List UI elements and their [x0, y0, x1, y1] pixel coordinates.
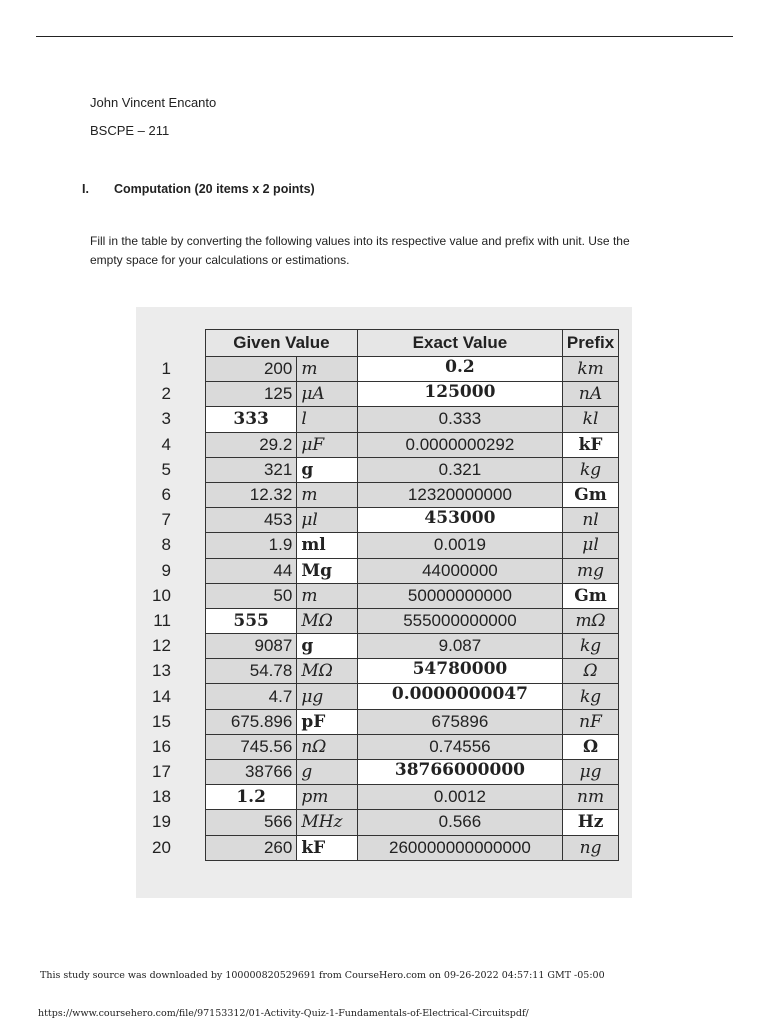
table-row [176, 608, 619, 633]
row-number: 14 [152, 686, 171, 706]
exact-value-cell: 0.0000000047 [357, 684, 562, 709]
row-number: 4 [161, 434, 171, 454]
table-row [176, 835, 619, 860]
prefix-cell: μl [562, 533, 618, 558]
given-unit-cell: m [297, 482, 358, 507]
prefix-cell: Hz [562, 810, 618, 835]
student-section: BSCPE – 211 [90, 123, 170, 138]
table-row [176, 558, 619, 583]
given-value-cell: 200 [205, 357, 296, 382]
row-number: 13 [152, 661, 171, 681]
given-value-cell: 260 [205, 835, 296, 860]
table-row [176, 684, 619, 709]
exact-value-cell: 675896 [357, 709, 562, 734]
prefix-cell: kg [562, 457, 618, 482]
given-value-cell: 745.56 [205, 734, 296, 759]
table-row [176, 382, 619, 407]
table-row [176, 810, 619, 835]
given-unit-cell: kF [297, 835, 358, 860]
given-value-cell: 38766 [205, 760, 296, 785]
header-prefix: Prefix [562, 330, 618, 357]
table-row [176, 785, 619, 810]
prefix-cell: Gm [562, 482, 618, 507]
given-unit-cell: g [297, 634, 358, 659]
exact-value-cell: 453000 [357, 508, 562, 533]
exact-value-cell: 12320000000 [357, 482, 562, 507]
given-value-cell: 4.7 [205, 684, 296, 709]
exact-value-cell: 54780000 [357, 659, 562, 684]
prefix-cell: nl [562, 508, 618, 533]
exact-value-cell: 0.321 [357, 457, 562, 482]
exact-value-cell: 0.0000000292 [357, 432, 562, 457]
exact-value-cell: 0.74556 [357, 734, 562, 759]
table-row [176, 457, 619, 482]
row-number: 12 [152, 636, 171, 656]
prefix-cell: mΩ [562, 608, 618, 633]
given-unit-cell: μl [297, 508, 358, 533]
table-row [176, 634, 619, 659]
row-number: 20 [152, 837, 171, 857]
section-title: Computation (20 items x 2 points) [114, 182, 315, 196]
row-number: 1 [161, 359, 171, 379]
table-row [176, 482, 619, 507]
prefix-cell: Ω [562, 734, 618, 759]
exact-value-cell: 44000000 [357, 558, 562, 583]
header-rule [36, 36, 733, 37]
prefix-cell: ng [562, 835, 618, 860]
table-row [176, 407, 619, 432]
row-number: 2 [161, 384, 171, 404]
row-number: 9 [161, 560, 171, 580]
table-row [176, 734, 619, 759]
prefix-cell: Ω [562, 659, 618, 684]
exact-value-cell: 50000000000 [357, 583, 562, 608]
section-number: I. [82, 182, 89, 196]
given-unit-cell: μF [297, 432, 358, 457]
table-row [176, 533, 619, 558]
given-value-cell: 333 [205, 407, 296, 432]
exact-value-cell: 38766000000 [357, 760, 562, 785]
row-number: 10 [152, 585, 171, 605]
given-value-cell: 125 [205, 382, 296, 407]
given-unit-cell: μA [297, 382, 358, 407]
given-unit-cell: MΩ [297, 608, 358, 633]
given-unit-cell: MΩ [297, 659, 358, 684]
prefix-cell: kl [562, 407, 618, 432]
prefix-cell: kF [562, 432, 618, 457]
given-unit-cell: g [297, 760, 358, 785]
header-given-value: Given Value [205, 330, 357, 357]
exact-value-cell: 555000000000 [357, 608, 562, 633]
given-value-cell: 566 [205, 810, 296, 835]
given-value-cell: 50 [205, 583, 296, 608]
given-unit-cell: m [297, 357, 358, 382]
given-unit-cell: Mg [297, 558, 358, 583]
given-value-cell: 1.9 [205, 533, 296, 558]
given-unit-cell: MHz [297, 810, 358, 835]
given-unit-cell: μg [297, 684, 358, 709]
conversion-table [152, 329, 619, 861]
table-row [176, 760, 619, 785]
given-value-cell: 12.32 [205, 482, 296, 507]
source-url: https://www.coursehero.com/file/97153312/01-Activity-Quiz-1-Fundamentals-of-Electrical-Circuitspdf/ [38, 1008, 529, 1019]
prefix-cell: μg [562, 760, 618, 785]
prefix-cell: nF [562, 709, 618, 734]
row-number: 7 [161, 510, 171, 530]
table-row [176, 583, 619, 608]
prefix-cell: mg [562, 558, 618, 583]
exact-value-cell: 125000 [357, 382, 562, 407]
exact-value-cell: 260000000000000 [357, 835, 562, 860]
prefix-cell: nm [562, 785, 618, 810]
exact-value-cell: 0.0019 [357, 533, 562, 558]
prefix-cell: kg [562, 634, 618, 659]
header-exact-value: Exact Value [357, 330, 562, 357]
row-number: 18 [152, 787, 171, 807]
exact-value-cell: 0.2 [357, 357, 562, 382]
row-number: 3 [161, 409, 171, 429]
given-value-cell: 54.78 [205, 659, 296, 684]
row-number: 16 [152, 736, 171, 756]
given-unit-cell: ml [297, 533, 358, 558]
instructions: Fill in the table by converting the following values into its respective value and prefix with unit. Use the empty space for your calculations or estimations. [90, 234, 630, 267]
given-value-cell: 44 [205, 558, 296, 583]
given-value-cell: 675.896 [205, 709, 296, 734]
given-value-cell: 9087 [205, 634, 296, 659]
row-number: 6 [161, 485, 171, 505]
table-row [176, 432, 619, 457]
table-row [176, 709, 619, 734]
prefix-cell: kg [562, 684, 618, 709]
row-number: 15 [152, 711, 171, 731]
table-row [176, 659, 619, 684]
given-unit-cell: l [297, 407, 358, 432]
given-unit-cell: pm [297, 785, 358, 810]
exact-value-cell: 9.087 [357, 634, 562, 659]
exact-value-cell: 0.333 [357, 407, 562, 432]
download-notice: This study source was downloaded by 100000820529691 from CourseHero.com on 09-26-2022 04:57:11 GMT -05:00 [40, 970, 605, 981]
given-value-cell: 29.2 [205, 432, 296, 457]
table-row [176, 357, 619, 382]
given-value-cell: 555 [205, 608, 296, 633]
student-name: John Vincent Encanto [90, 95, 217, 110]
exact-value-cell: 0.566 [357, 810, 562, 835]
table-header-row [176, 330, 619, 357]
row-number: 17 [152, 762, 171, 782]
table-row [176, 508, 619, 533]
row-number: 19 [152, 812, 171, 832]
given-unit-cell: g [297, 457, 358, 482]
given-value-cell: 453 [205, 508, 296, 533]
row-number: 8 [161, 535, 171, 555]
prefix-cell: km [562, 357, 618, 382]
row-number: 5 [161, 459, 171, 479]
section-heading [82, 182, 315, 196]
given-value-cell: 1.2 [205, 785, 296, 810]
scanned-table-image [136, 307, 632, 898]
row-number-header [176, 330, 205, 357]
given-unit-cell: m [297, 583, 358, 608]
prefix-cell: nA [562, 382, 618, 407]
given-unit-cell: nΩ [297, 734, 358, 759]
row-number: 11 [153, 610, 171, 630]
given-unit-cell: pF [297, 709, 358, 734]
prefix-cell: Gm [562, 583, 618, 608]
given-value-cell: 321 [205, 457, 296, 482]
exact-value-cell: 0.0012 [357, 785, 562, 810]
